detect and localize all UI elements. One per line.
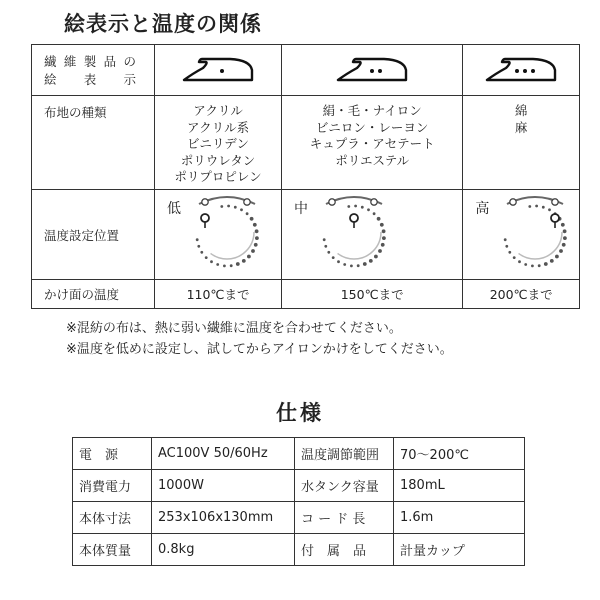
temp-high: 200℃まで: [463, 280, 580, 309]
level-label-low: 低: [167, 201, 181, 217]
note-1: ※混紡の布は、熱に弱い繊維に温度を合わせてください。: [66, 321, 402, 336]
iron-symbol-low: [155, 45, 282, 96]
level-label-mid: 中: [294, 201, 309, 217]
temp-dot: [515, 69, 519, 73]
iron-2dot-icon: [332, 54, 412, 84]
temp-dot: [531, 69, 535, 73]
iron-symbol-high: [463, 45, 580, 96]
dial-marker: [350, 214, 358, 222]
spec-row: 消費電力 1000W 水タンク容量 180mL: [73, 470, 525, 502]
temp-mid: 150℃まで: [282, 280, 463, 309]
dial-mid: [282, 190, 462, 279]
dial-marker: [551, 214, 559, 222]
level-label-high: 高: [475, 201, 490, 217]
row-label-surface: かけ面の温度: [32, 280, 155, 309]
row-label-fabric: 布地の種類: [32, 96, 155, 190]
dial-marker: [201, 214, 209, 222]
row-label-symbol: 繊維製品の 絵 表 示: [32, 45, 155, 96]
page-title: 絵表示と温度の関係: [64, 12, 262, 36]
iron-symbol-mid: [282, 45, 463, 96]
notes: [66, 318, 453, 360]
temp-low: 110℃まで: [155, 280, 282, 309]
temp-dot: [378, 69, 382, 73]
dial-high: [463, 190, 579, 279]
fabric-list-low: アクリル アクリル系 ビニリデン ポリウレタン ポリプロピレン: [155, 96, 282, 190]
note-2: ※温度を低めに設定し、試してからアイロンかけをしてください。: [66, 342, 453, 357]
iron-temperature-table: [31, 44, 580, 309]
spec-row: 本体寸法 253x106x130mm コ ー ド 長 1.6m: [73, 502, 525, 534]
spec-title: 仕様: [276, 401, 324, 425]
fabric-list-high: 綿 麻: [463, 96, 580, 190]
temp-dot: [220, 69, 224, 73]
dial-mid-icon: [312, 192, 392, 278]
fabric-list-mid: 絹・毛・ナイロン ビニロン・レーヨン キュプラ・アセテート ポリエステル: [282, 96, 463, 190]
spec-table: [72, 437, 525, 566]
temp-dot: [523, 69, 527, 73]
row-label-dial: 温度設定位置: [32, 190, 155, 280]
iron-1dot-icon: [178, 54, 258, 84]
dial-low-icon: [185, 192, 265, 278]
spec-row: 本体質量 0.8kg 付 属 品 計量カップ: [73, 534, 525, 566]
dial-low: [155, 190, 281, 279]
spec-row: 電 源 AC100V 50/60Hz 温度調節範囲 70〜200℃: [73, 438, 525, 470]
dial-high-icon: [493, 192, 573, 278]
iron-3dot-icon: [481, 54, 561, 84]
temp-dot: [370, 69, 374, 73]
